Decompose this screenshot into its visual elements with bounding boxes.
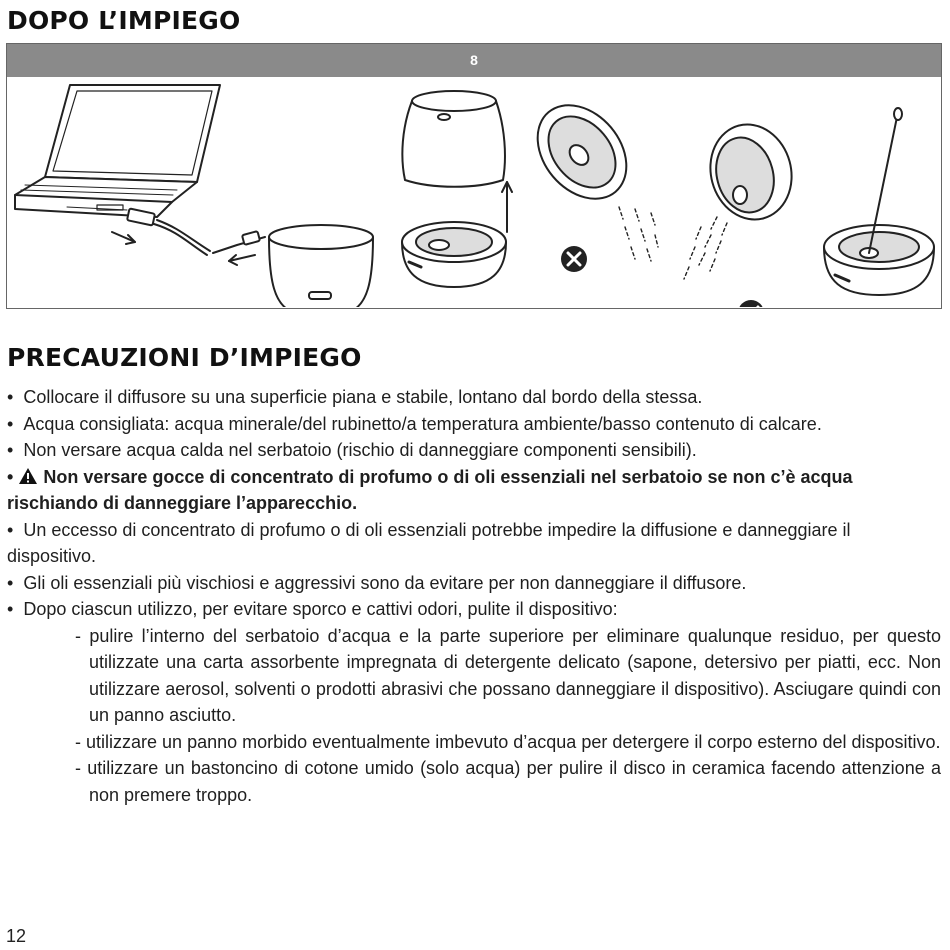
cleaning-steps-illustration — [7, 77, 940, 307]
sub-list-item: - pulire l’interno del serbatoio d’acqua e la parte superiore per eliminare qualunque residuo, per questo utilizzate una carta assorbente impregnata di detergente delicato (sapone, detersivo per piatti, ecc. Non utilizzare aerosol, solventi o prodotti abrasivi che possano danneggiare il dispositivo). Asciugare quindi con un panno asciutto. — [75, 625, 941, 725]
section-title-after-use: DOPO L’IMPIEGO — [7, 6, 241, 35]
cotton-swab-cleaning-icon — [824, 108, 934, 295]
correct-pouring-icon — [684, 115, 802, 279]
list-item: • Non versare acqua calda nel serbatoio (rischio di danneggiare componenti sensibili). — [7, 440, 697, 460]
sub-list-item: - utilizzare un bastoncino di cotone umido (solo acqua) per pulire il disco in ceramica facendo attenzione a non premere troppo. — [75, 758, 941, 805]
list-item: • Acqua consigliata: acqua minerale/del rubinetto/a temperatura ambiente/basso contenuto di calcare. — [7, 413, 822, 434]
check-mark-icon — [738, 300, 764, 307]
page-number: 12 — [6, 926, 27, 946]
sub-list-item: - utilizzare un panno morbido eventualmente imbevuto d’acqua per detergere il corpo esterno del dispositivo. — [75, 731, 941, 752]
list-item: • Collocare il diffusore su una superficie piana e stabile, lontano dal bordo della stessa. — [7, 387, 703, 407]
list-item: • Gli oli essenziali più vischiosi e aggressivi sono da evitare per non danneggiare il diffusore. — [7, 572, 747, 593]
list-item: • Dopo ciascun utilizzo, per evitare sporco e cattivi odori, pulite il dispositivo: — [7, 599, 618, 619]
warning-icon — [18, 467, 38, 485]
diffuser-cover-icon — [402, 91, 512, 232]
precautions-list — [7, 384, 941, 808]
laptop-icon — [15, 85, 220, 217]
diffuser-icon — [269, 225, 373, 307]
warning-list-item: • Non versare gocce di concentrato di profumo o di oli essenziali nel serbatoio se non c’è acqua rischiando di danneggiare l’apparecchio. — [7, 466, 853, 513]
list-item: • Un eccesso di concentrato di profumo o di oli essenziali potrebbe impedire la diffusione e danneggiare il dispositivo. — [7, 519, 851, 566]
x-mark-icon — [561, 246, 587, 272]
wrong-pouring-icon — [519, 88, 658, 261]
usb-cable-icon — [112, 208, 265, 265]
diffuser-base-icon — [402, 222, 506, 287]
step-number-bar: 8 — [7, 44, 941, 77]
instruction-figure — [6, 43, 942, 309]
section-title-precautions: PRECAUZIONI D’IMPIEGO — [7, 343, 362, 372]
